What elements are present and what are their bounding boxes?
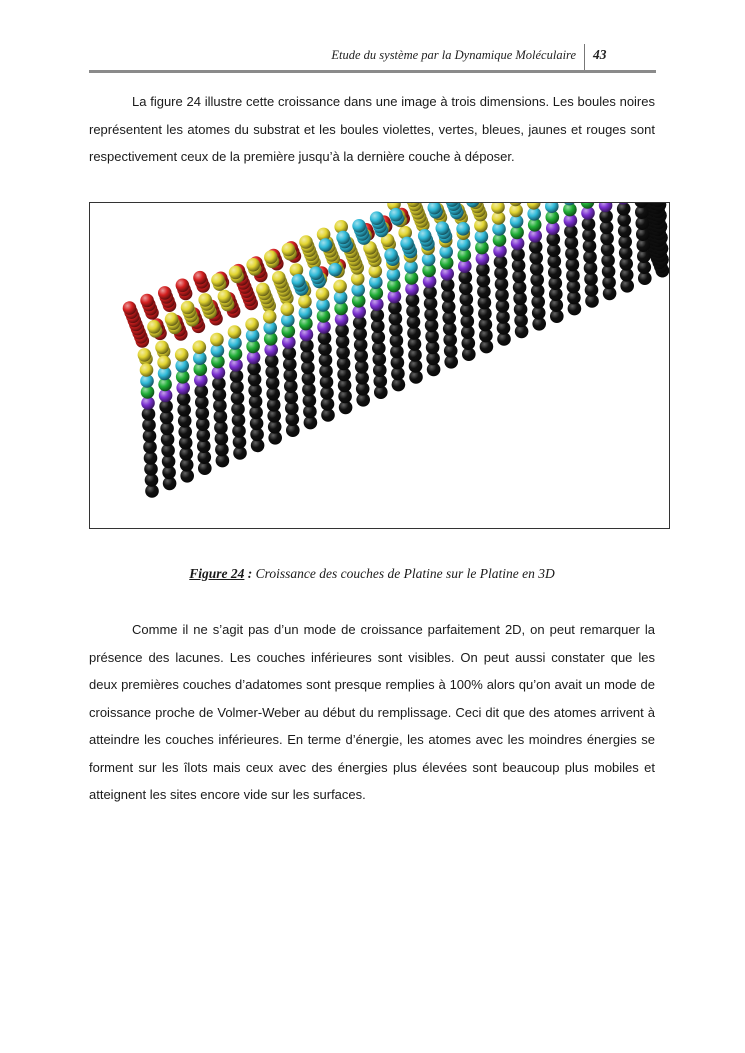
atom-layer3 [436,221,450,235]
atom-layer4 [147,320,161,334]
atom-layer5 [140,294,154,308]
atom-layer4 [211,273,225,287]
atom-layer3 [418,229,432,243]
atom-layer5 [158,286,172,300]
atom-layer4 [193,340,207,354]
atom-layer4 [155,341,169,355]
atom-layer1 [599,203,613,212]
atom-layer4 [316,287,330,301]
atom-layer4 [272,271,286,285]
atom-layer4 [198,293,212,307]
atom-layer4 [256,283,270,297]
atom-rendering [90,203,669,528]
atom-layer5 [176,279,190,293]
atom-layer4 [218,290,232,304]
atom-layer3 [309,266,323,280]
atom-layer4 [245,318,259,332]
atom-layer3 [456,222,470,236]
page-number: 43 [593,47,607,62]
page-header [90,44,656,70]
atom-layer4 [263,310,277,324]
figure-24-frame [89,202,670,529]
atom-layer4 [282,243,296,257]
atom-layer3 [400,237,414,251]
paragraph-discussion: Comme il ne s’agit pas d’un mode de croissance parfaitement 2D, on peut remarquer la présence des lacunes. Les couches inférieures sont visibles. On peut aussi constater que les deux premières couches d’adatomes sont presque remplies à 100% alors qu’on avait un mode de croissance proche de Volmer-Weber au début du remplissage. Ceci dit que des atomes arrivent à atteindre les couches inférieures. En terme d’énergie, les atomes avec les moindres énergies se forment sur les îlots mais ceux avec des énergies plus élevées sont beaucoup plus mobiles et atteignent les sites encore vide sur les surfaces. [89,622,655,802]
atom-layer5 [123,301,137,315]
atom-layer4 [157,356,171,370]
figure-caption [89,566,655,582]
caption-label: Figure 24 [189,566,245,581]
atom-layer3 [336,231,350,245]
header-title: Etude du système par la Dynamique Moléculaire [331,48,576,62]
atom-layer3 [384,248,398,262]
atom-layer3 [545,203,559,213]
atom-layer3 [370,211,384,225]
atom-layer4 [210,333,224,347]
atom-layer4 [181,301,195,315]
atom-layer3 [319,238,333,252]
caption-text: Croissance des couches de Platine sur le Platine en 3D [252,566,555,581]
atom-layer4 [299,235,313,249]
atom-layer4 [165,312,179,326]
atom-layer4 [246,258,260,272]
atom-layer3 [328,263,342,277]
atom-layer4 [229,266,243,280]
atom-layer4 [264,250,278,264]
atom-layer3 [292,274,306,288]
atom-layer3 [352,219,366,233]
atom-substrate [617,203,631,216]
caption-separator: : [244,566,253,581]
atom-layer3 [389,208,403,222]
atom-layer4 [333,280,347,294]
paragraph-intro: La figure 24 illustre cette croissance dans une image à trois dimensions. Les boules noires représentent les atomes du substrat et les boules violettes, vertes, bleues, jaunes et rouges sont respectivement ceux de la première jusqu’à la dernière couche à déposer. [89,94,655,164]
atom-layer5 [193,271,207,285]
atom-layer4 [138,348,152,362]
header-divider [584,44,585,70]
atom-layer4 [140,363,154,377]
atom-layer4 [491,203,505,214]
atom-layer4 [228,325,242,339]
atom-layer4 [281,302,295,316]
atom-layer4 [175,348,189,362]
atom-layer4 [298,295,312,309]
header-rule [89,70,656,73]
